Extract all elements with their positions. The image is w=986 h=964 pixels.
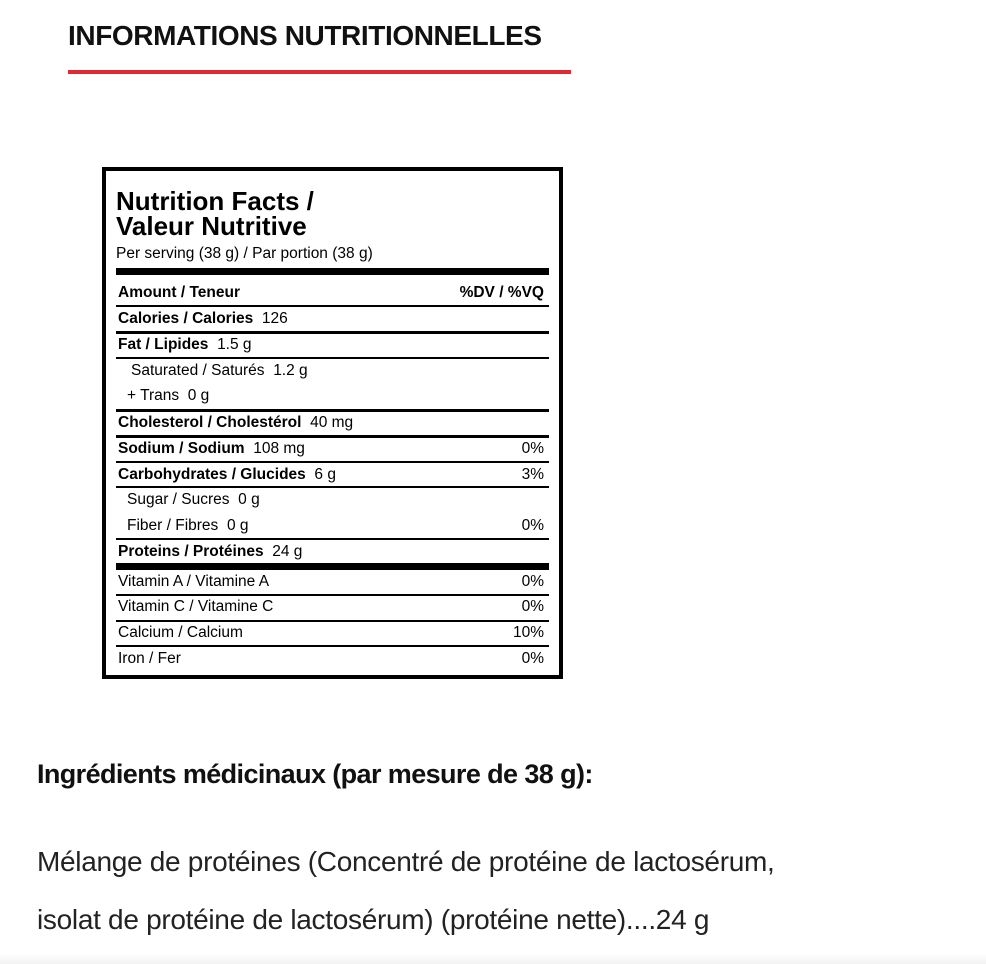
section-heading: INFORMATIONS NUTRITIONNELLES: [68, 20, 542, 51]
nutrient-label: Fat / Lipides: [118, 336, 209, 353]
vitamin-label: Calcium / Calcium: [118, 624, 243, 641]
nutrient-label: Carbohydrates / Glucides: [118, 466, 306, 483]
ingredients-text-line1: Mélange de protéines (Concentré de protéine de lactosérum,: [37, 846, 775, 877]
nutrient-dv: 3%: [521, 466, 544, 483]
vitamin-row-calcium: [116, 621, 549, 645]
nutrient-label: Cholesterol / Cholestérol: [118, 414, 302, 431]
vitamin-label: Vitamin A / Vitamine A: [118, 573, 270, 590]
nutrient-label: Calories / Calories: [118, 310, 254, 327]
bottom-fade: [0, 954, 986, 964]
nutrient-label: Sugar / Sucres: [127, 491, 230, 508]
vitamin-label: Vitamin C / Vitamine C: [118, 598, 274, 615]
vitamin-dv: 0%: [521, 598, 544, 615]
nutrient-amount: 0 g: [226, 517, 249, 534]
dv-header: %DV / %VQ: [459, 284, 544, 301]
label-header-row: [116, 281, 549, 305]
serving-size: Per serving (38 g) / Par portion (38 g): [116, 245, 373, 262]
nutrient-row-trans: [116, 384, 549, 408]
nutrient-amount: 0 g: [187, 387, 210, 404]
ingredients-text-line2: isolat de protéine de lactosérum) (protéine nette)....24 g: [37, 904, 710, 935]
thick-divider: [116, 268, 549, 275]
nutrient-row-fat: [116, 333, 549, 357]
nutrition-facts-title-line2: Valeur Nutritive: [116, 211, 307, 241]
nutrient-label: Fiber / Fibres: [127, 517, 219, 534]
nutrient-label: Sodium / Sodium: [118, 440, 245, 457]
amount-header: Amount / Teneur: [118, 284, 240, 301]
nutrient-label: + Trans: [127, 387, 180, 404]
nutrient-label: Saturated / Saturés: [131, 362, 265, 379]
thick-divider: [116, 563, 549, 570]
vitamin-row-c: [116, 595, 549, 619]
nutrient-row-sodium: [116, 437, 549, 461]
vitamin-dv: 10%: [512, 624, 544, 641]
vitamin-row-a: [116, 570, 549, 594]
heading-underline: [68, 70, 571, 74]
nutrient-row-cholesterol: [116, 411, 549, 435]
nutrient-dv: 0%: [521, 440, 544, 457]
nutrient-row-fiber: [116, 514, 549, 538]
nutrition-facts-title: [116, 186, 314, 241]
nutrient-amount: 0 g: [238, 491, 260, 508]
nutrient-amount: 1.5 g: [217, 336, 252, 353]
nutrient-label: Proteins / Protéines: [118, 543, 264, 560]
nutrient-amount: 126: [261, 310, 288, 327]
nutrient-row-saturated: [116, 359, 549, 383]
nutrition-facts-label: [102, 167, 563, 679]
nutrient-amount: 24 g: [272, 543, 303, 560]
nutrient-row-proteins: [116, 540, 549, 564]
vitamin-row-iron: [116, 647, 549, 671]
vitamin-label: Iron / Fer: [118, 650, 181, 667]
nutrient-dv: 0%: [521, 517, 544, 534]
nutrient-amount: 40 mg: [310, 414, 354, 431]
ingredients-heading: Ingrédients médicinaux (par mesure de 38 g):: [37, 759, 593, 789]
nutrient-amount: 108 mg: [253, 440, 305, 457]
nutrient-amount: 6 g: [314, 466, 336, 483]
vitamin-dv: 0%: [521, 573, 544, 590]
nutrient-row-sugar: [116, 488, 549, 512]
nutrition-facts-title-line1: Nutrition Facts /: [116, 186, 314, 216]
nutrient-amount: 1.2 g: [273, 362, 308, 379]
nutrient-row-calories: [116, 307, 549, 331]
nutrient-row-carbohydrates: [116, 463, 549, 487]
vitamin-dv: 0%: [521, 650, 544, 667]
